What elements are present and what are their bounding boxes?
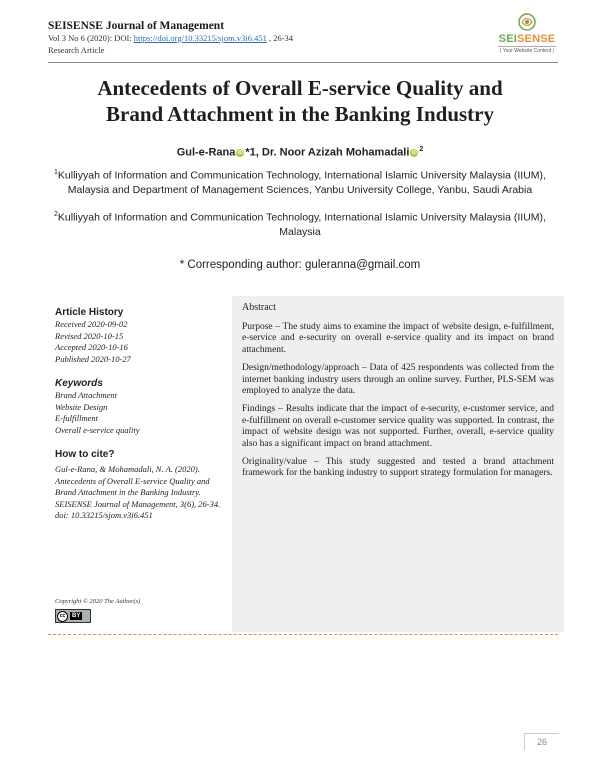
abstract-heading: Abstract	[242, 302, 276, 313]
author-list	[40, 146, 560, 159]
abstract-box	[232, 296, 564, 632]
author-2-mark: 2	[419, 146, 424, 153]
how-to-cite-heading: How to cite?	[55, 449, 115, 460]
affiliation-1: $^1$Kulliyyah of Information and Communication Technology, International Islamic University Malaysia (IIUM), Malaysia and Department of Management Sciences, Yanbu University College, Yanbu, Saudi Arabia	[54, 169, 546, 196]
volume-prefix: Vol 3 No 6 (2020): DOI:	[48, 33, 134, 43]
how-to-cite	[55, 448, 225, 522]
header-divider	[48, 62, 558, 63]
abstract-purpose: Purpose – The study aims to examine the impact of website design, e-fulfillment, e-service and e-security on overall e-service quality and its impact on brand attachment.	[242, 322, 554, 355]
published-date: Published 2020-10-27	[55, 353, 131, 364]
title-line-1: Antecedents of Overall E-service Quality and	[97, 76, 503, 100]
accepted-date: Accepted 2020-10-16	[55, 342, 128, 352]
affiliation-2: $^2$Kulliyyah of Information and Communication Technology, International Islamic University Malaysia (IIUM), Malaysia	[54, 211, 546, 238]
article-history-heading: Article History	[55, 307, 124, 318]
abstract-findings: Findings – Results indicate that the impact of e-security, e-customer service, and e-fulfillment on overall e-customer service quality was supported. In contrast, the impact of website design was not supported. Further, overall, e-service quality also has a significant impact on brand attachment.	[242, 404, 554, 449]
journal-header	[48, 20, 293, 56]
journal-name: SEISENSE Journal of Management	[48, 20, 225, 32]
logo-tagline: | Your Website Content |	[498, 46, 556, 54]
orcid-icon[interactable]: iD	[411, 149, 417, 156]
citation-text: Gul-e-Rana, & Mohamadali, N. A. (2020). Antecedents of Overall E-service Quality and Brand Attachment in the Banking Industry. SEISENSE Journal of Management, 3(6), 26-34. doi: 10.33215/sjom.v3i6.451	[55, 464, 221, 520]
keyword-item: Brand Attachment	[55, 390, 117, 400]
volume-line	[48, 32, 293, 44]
author-1-mark: *1	[245, 146, 256, 159]
keyword-item: Overall e-service quality	[55, 424, 140, 435]
article-type: Research Article	[48, 45, 105, 55]
orcid-icon[interactable]: iD	[237, 149, 243, 156]
section-divider	[48, 634, 558, 635]
logo-brand: SEISENSE	[498, 33, 556, 45]
seisense-logo	[498, 12, 556, 64]
doi-link[interactable]: https://doi.org/10.33215/sjom.v3i6.451	[133, 33, 267, 43]
sidebar-info	[55, 306, 225, 534]
page-number: 26	[524, 733, 559, 750]
cc-icon: cc	[57, 611, 68, 622]
article-history	[55, 306, 225, 365]
by-label: BY	[72, 613, 81, 619]
corresponding-author: * Corresponding author: guleranna@gmail.com	[179, 259, 421, 271]
keywords	[55, 377, 225, 436]
brain-icon	[516, 12, 538, 32]
title-line-2: Brand Attachment in the Banking Industry	[106, 102, 494, 126]
author-1-name: Gul-e-Rana	[176, 146, 236, 159]
author-2-name: , Dr. Noor Azizah Mohamadali	[255, 146, 410, 159]
abstract-originality: Originality/value – This study suggested and tested a brand attachment framework for the banking industry to support strategy formulation for managers.	[242, 457, 554, 479]
abstract-body	[242, 322, 554, 487]
keyword-item: E-fulfillment	[55, 413, 98, 423]
keyword-item: Website Design	[55, 401, 108, 412]
received-date: Received 2020-09-02	[55, 319, 128, 329]
keywords-heading: Keywords	[55, 378, 103, 389]
page-range: , 26-34	[266, 33, 294, 43]
revised-date: Revised 2020-10-15	[55, 330, 124, 341]
copyright-notice: Copyright © 2020 The Author(s)	[55, 598, 141, 605]
cc-by-license-badge[interactable]	[55, 609, 91, 623]
abstract-design: Design/methodology/approach – Data of 425 respondents was collected from the internet banking industry users through an online survey. Further, PLS-SEM was employed to analyze the data.	[242, 363, 554, 397]
paper-title	[40, 75, 560, 127]
